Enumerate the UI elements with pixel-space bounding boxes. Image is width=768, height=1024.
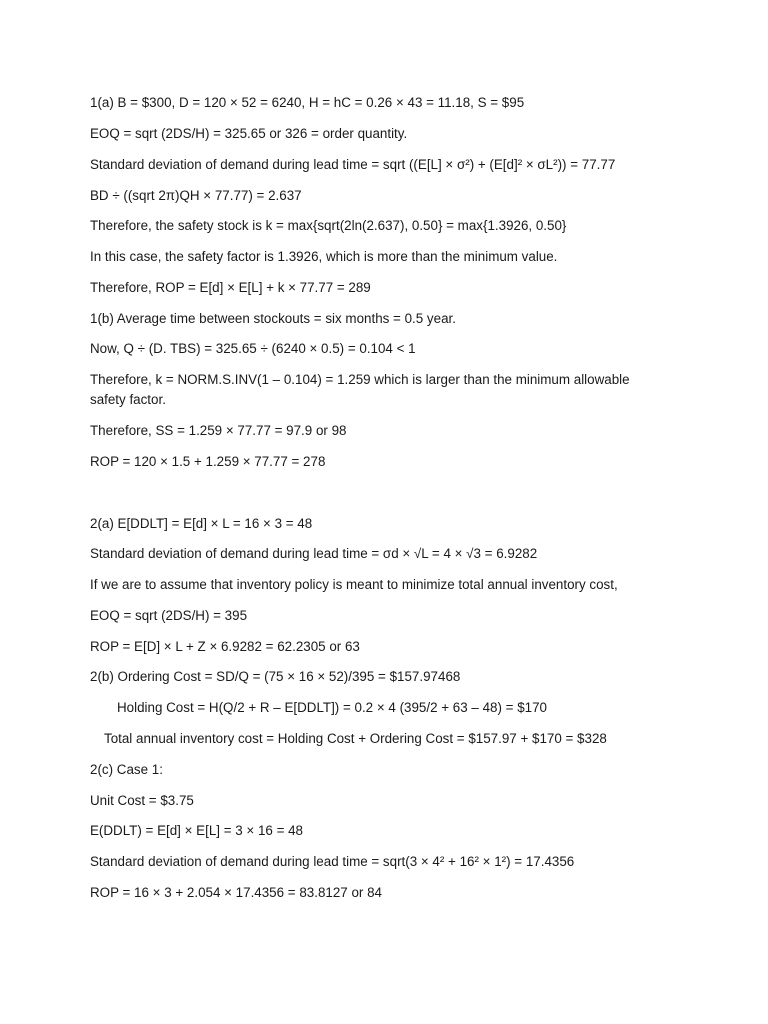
- problem-1a-givens: 1(a) B = $300, D = 120 × 52 = 6240, H = hC = 0.26 × 43 = 11.18, S = $95: [90, 95, 525, 110]
- std-dev-2a-line: Standard deviation of demand during lead time = σd × √L = 4 × √3 = 6.9282: [90, 546, 538, 561]
- ss-line: Therefore, SS = 1.259 × 77.77 = 97.9 or 98: [90, 423, 347, 438]
- eoq-2a-line: EOQ = sqrt (2DS/H) = 395: [90, 608, 248, 623]
- safety-factor-line: In this case, the safety factor is 1.3926, which is more than the minimum value.: [90, 249, 558, 264]
- problem-1b-line: 1(b) Average time between stockouts = six months = 0.5 year.: [90, 311, 456, 326]
- rop-2a-line: ROP = E[D] × L + Z × 6.9282 = 62.2305 or 63: [90, 639, 360, 654]
- problem-2c-line: 2(c) Case 1:: [90, 762, 163, 777]
- unit-cost-line: Unit Cost = $3.75: [90, 793, 194, 808]
- bd-ratio-line: BD ÷ ((sqrt 2π)QH × 77.77) = 2.637: [90, 188, 302, 203]
- std-dev-2c-line: Standard deviation of demand during lead time = sqrt(3 × 4² + 16² × 1²) = 17.4356: [90, 854, 575, 869]
- eoq-line: EOQ = sqrt (2DS/H) = 325.65 or 326 = order quantity.: [90, 126, 408, 141]
- eddlt-line: E(DDLT) = E[d] × E[L] = 3 × 16 = 48: [90, 823, 304, 838]
- total-cost-line: Total annual inventory cost = Holding Cost + Ordering Cost = $157.97 + $170 = $328: [104, 731, 607, 746]
- q-ratio-line: Now, Q ÷ (D. TBS) = 325.65 ÷ (6240 × 0.5) = 0.104 < 1: [90, 341, 416, 356]
- std-dev-line: Standard deviation of demand during lead time = sqrt ((E[L] × σ²) + (E[d]² × σL²)) = 77.77: [90, 157, 616, 172]
- rop-1b-line: ROP = 120 × 1.5 + 1.259 × 77.77 = 278: [90, 454, 326, 469]
- rop-2c-line: ROP = 16 × 3 + 2.054 × 17.4356 = 83.8127 or 84: [90, 885, 382, 900]
- problem-2a-line: 2(a) E[DDLT] = E[d] × L = 16 × 3 = 48: [90, 516, 313, 531]
- safety-stock-line: Therefore, the safety stock is k = max{sqrt(2ln(2.637), 0.50} = max{1.3926, 0.50}: [90, 218, 567, 233]
- assumption-line: If we are to assume that inventory policy is meant to minimize total annual inventory cost,: [90, 577, 618, 592]
- holding-cost-line: Holding Cost = H(Q/2 + R – E[DDLT]) = 0.2 × 4 (395/2 + 63 – 48) = $170: [117, 700, 547, 715]
- ordering-cost-line: 2(b) Ordering Cost = SD/Q = (75 × 16 × 52)/395 = $157.97468: [90, 669, 461, 684]
- rop-1a-line: Therefore, ROP = E[d] × E[L] + k × 77.77 = 289: [90, 280, 371, 295]
- k-norm-line: Therefore, k = NORM.S.INV(1 – 0.104) = 1.259 which is larger than the minimum allowable safety factor.: [90, 372, 630, 407]
